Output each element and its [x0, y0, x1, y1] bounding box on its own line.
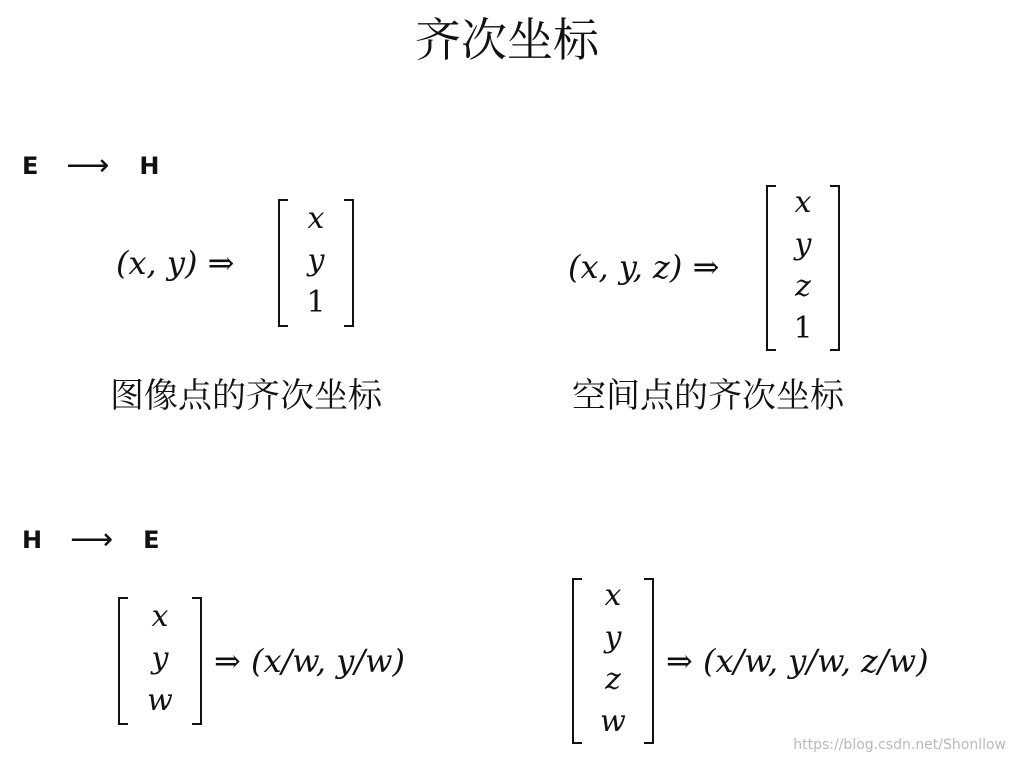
header-from: H	[22, 525, 43, 554]
arrow-icon: ⟶	[66, 148, 110, 183]
section-header-h-to-e	[22, 522, 160, 557]
vector-entry: z	[795, 269, 811, 304]
section-header-e-to-h	[22, 148, 160, 183]
vector-2d-homogeneous	[278, 199, 354, 327]
equation-3d-lhs: (x, y, z) ⇒	[568, 248, 720, 286]
vector-entry: y	[794, 227, 812, 262]
vector-entry: x	[307, 201, 325, 236]
page-title: 齐次坐标	[415, 13, 599, 67]
vector-entry: 1	[793, 311, 813, 346]
vector-entry: 1	[306, 285, 326, 320]
equation-2d-rhs: ⇒ (x/w, y/w)	[214, 642, 405, 680]
equation-2d-lhs: (x, y) ⇒	[116, 244, 235, 282]
caption-space-point: 空间点的齐次坐标	[572, 376, 844, 416]
header-to: H	[139, 151, 160, 180]
vector-entry: z	[605, 662, 621, 697]
vector-entry: x	[604, 578, 622, 613]
header-from: E	[22, 151, 39, 180]
vector-entry: y	[151, 641, 169, 676]
vector-entry: x	[794, 185, 812, 220]
vector-entry: w	[147, 683, 173, 718]
vector-2d-homogeneous-input	[118, 597, 202, 725]
arrow-icon: ⟶	[70, 522, 114, 557]
vector-entry: x	[151, 599, 169, 634]
vector-3d-homogeneous-input	[572, 578, 654, 744]
vector-entry: w	[600, 704, 626, 739]
vector-entry: y	[604, 620, 622, 655]
caption-image-point: 图像点的齐次坐标	[110, 376, 382, 416]
watermark: https://blog.csdn.net/Shonllow	[793, 737, 1006, 753]
vector-entry: y	[307, 243, 325, 278]
equation-3d-rhs: ⇒ (x/w, y/w, z/w)	[666, 642, 929, 680]
vector-3d-homogeneous	[766, 185, 840, 351]
header-to: E	[143, 525, 160, 554]
